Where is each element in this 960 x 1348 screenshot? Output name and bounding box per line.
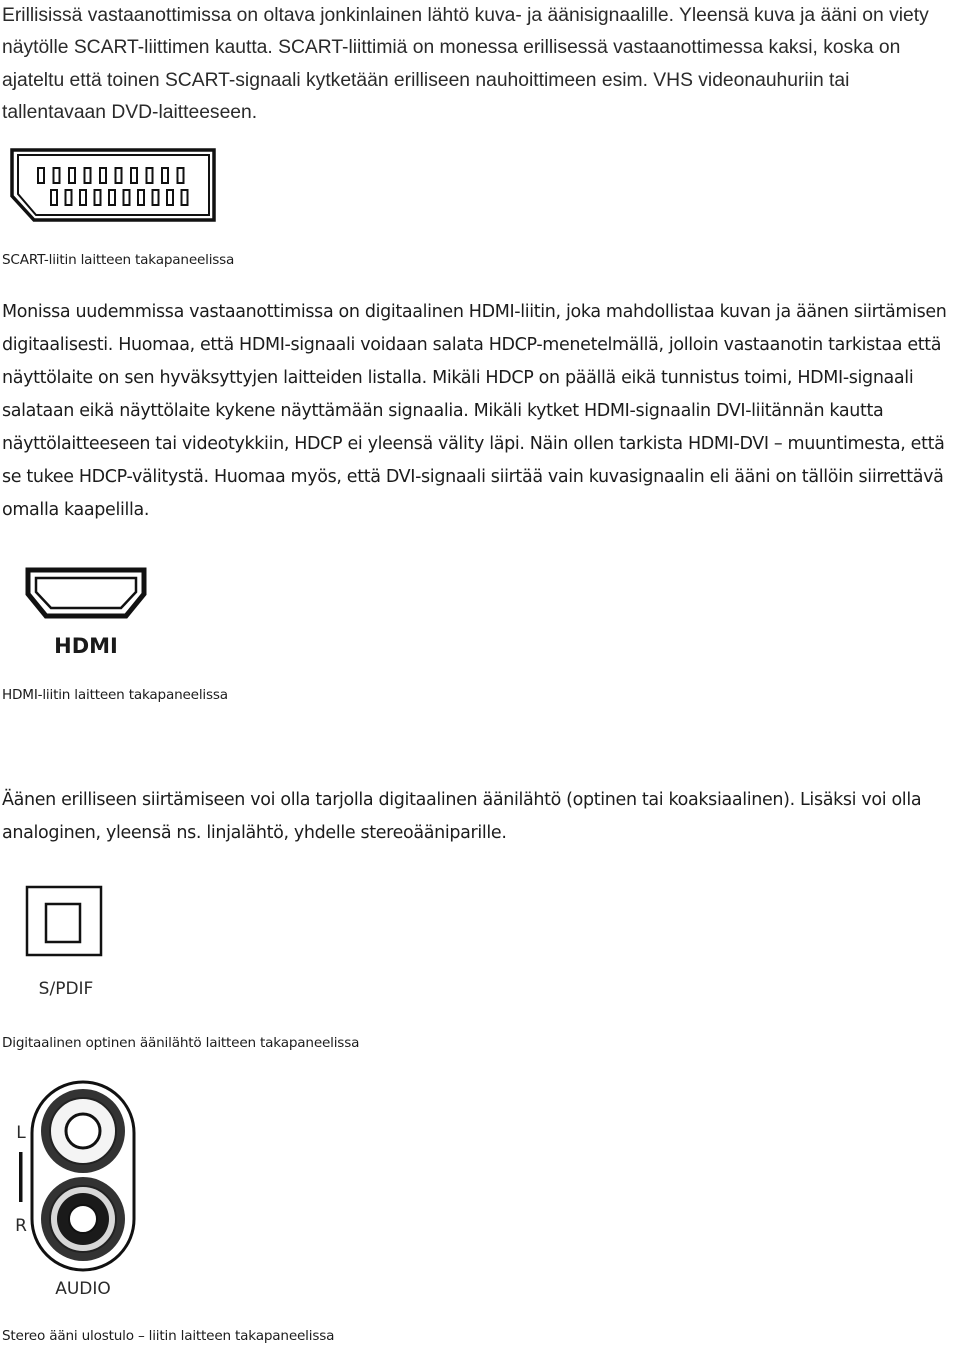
scart-pin xyxy=(80,190,86,205)
spdif-caption: Digitaalinen optinen äänilähtö laitteen takapaneelissa xyxy=(2,1035,360,1051)
scart-pin xyxy=(178,168,184,183)
scart-pin xyxy=(167,190,173,205)
scart-connector-icon xyxy=(8,146,220,226)
scart-pin xyxy=(162,168,168,183)
scart-pin xyxy=(116,168,122,183)
scart-pin xyxy=(100,168,106,183)
audio-rca-connector-icon xyxy=(10,1078,146,1302)
hdmi-connector-icon xyxy=(24,566,150,660)
scart-pin xyxy=(54,168,60,183)
scart-pin xyxy=(66,190,72,205)
audio-caption: Stereo ääni ulostulo – liitin laitteen takapaneelissa xyxy=(2,1328,335,1344)
hdmi-label: HDMI xyxy=(54,634,118,658)
spdif-connector-icon xyxy=(24,884,106,1000)
scart-caption: SCART-liitin laitteen takapaneelissa xyxy=(2,252,235,268)
scart-pin xyxy=(131,168,137,183)
scart-pin xyxy=(138,190,144,205)
audio-left-label: L xyxy=(16,1123,26,1143)
scart-pin xyxy=(51,190,57,205)
scart-pin xyxy=(95,190,101,205)
scart-pin xyxy=(38,168,44,183)
scart-pin xyxy=(109,190,115,205)
intro-paragraph: Erillisissä vastaanottimissa on oltava jonkinlainen lähtö kuva- ja äänisignaalille. Yleensä kuva ja ääni on viety näytölle SCART-liittimen kautta. SCART-liittimiä on monessa erillisessä vastaanottimessa kaksi, koska on ajateltu että toinen SCART-signaali kytketään erilliseen nauhoittimeen esim. VHS videonauhuriin tai tallentavaan DVD-laitteeseen. xyxy=(2,5,929,123)
scart-pin xyxy=(85,168,91,183)
scart-pin xyxy=(153,190,159,205)
audio-label: AUDIO xyxy=(55,1279,111,1299)
scart-pin xyxy=(124,190,130,205)
scart-pin xyxy=(182,190,188,205)
audio-right-label: R xyxy=(15,1216,27,1236)
scart-pin xyxy=(69,168,75,183)
audio-paragraph: Äänen erilliseen siirtämiseen voi olla tarjolla digitaalinen äänilähtö (optinen tai koaksiaalinen). Lisäksi voi olla analoginen, yleensä ns. linjalähtö, yhdelle stereoääniparille. xyxy=(2,790,922,843)
spdif-label: S/PDIF xyxy=(38,979,94,999)
hdmi-paragraph: Monissa uudemmissa vastaanottimissa on digitaalinen HDMI-liitin, joka mahdollistaa kuvan ja äänen siirtämisen digitaalisesti. Huomaa, että HDMI-signaali voidaan salata HDCP-menetelmällä, jolloin vastaanotin tarkistaa että näyttölaite on sen hyväksyttyjen laitteiden listalla. Mikäli HDCP on päällä eikä tunnistus toimi, HDMI-signaali salataan eikä näyttölaite kykene näyttämään signaalia. Mikäli kytket HDMI-signaalin DVI-liitännän kautta näyttölaitteeseen tai videotykkiin, HDCP ei yleensä välity läpi. Näin ollen tarkista HDMI-DVI – muuntimesta, että se tukee HDCP-välitystä. Huomaa myös, että DVI-signaali siirtää vain kuvasignaalin eli ääni on tällöin siirrettävä omalla kaapelilla. xyxy=(2,302,947,520)
scart-pin xyxy=(147,168,153,183)
hdmi-caption: HDMI-liitin laitteen takapaneelissa xyxy=(2,687,228,703)
